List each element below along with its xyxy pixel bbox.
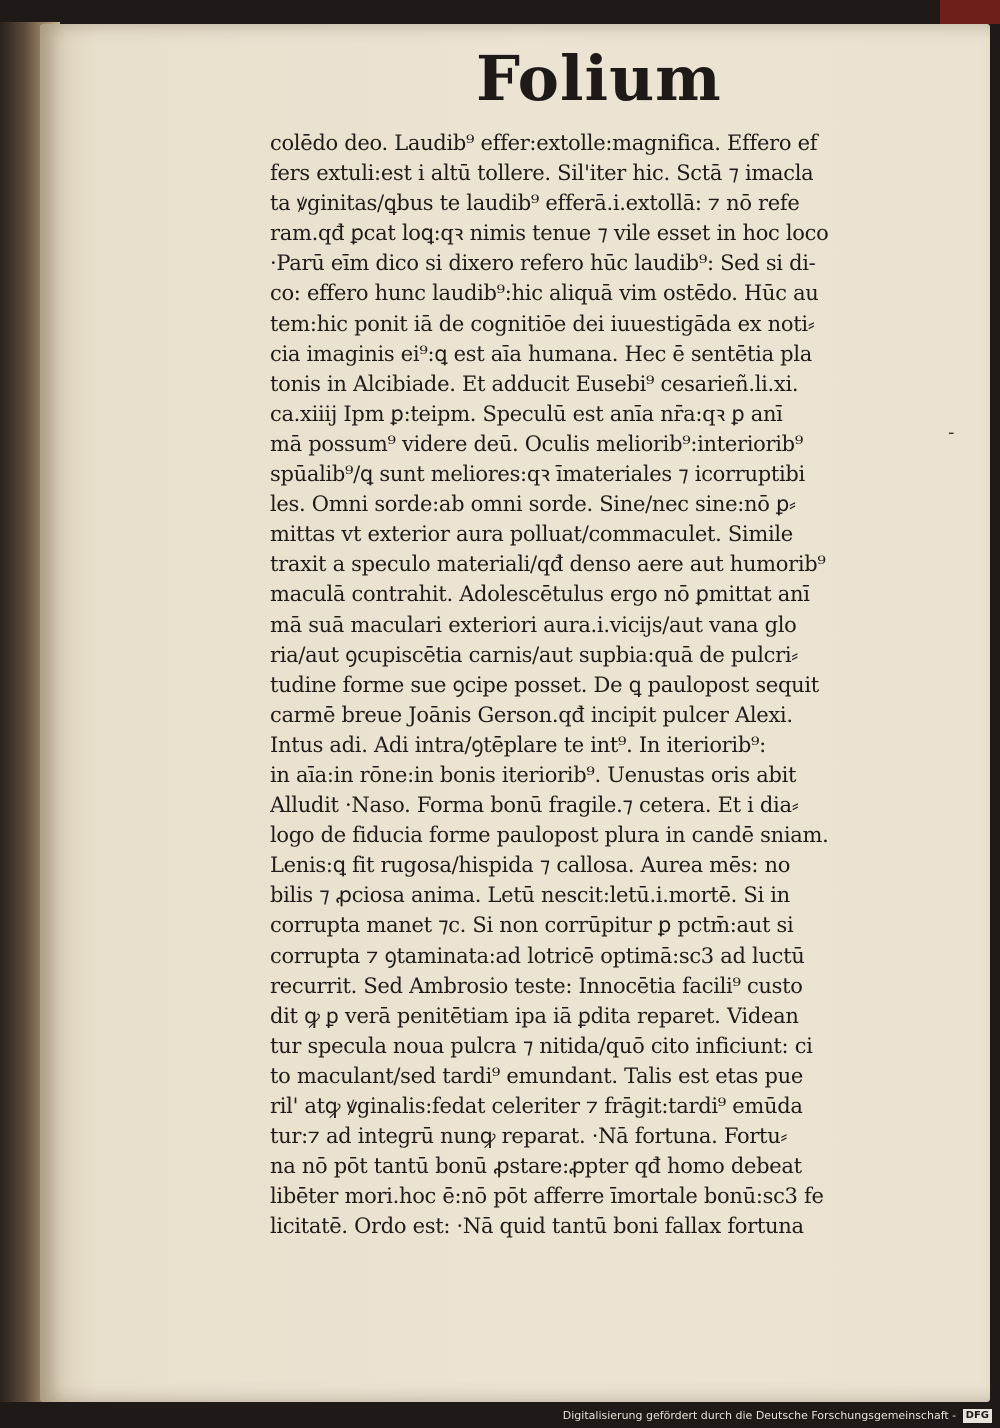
text-line: corrupta manet ⁊c. Si non corrūpitur ꝑ pctm̄:aut si: [270, 913, 794, 938]
text-line: recurrit. Sed Ambrosio teste: Innocētia facili⁹ custo: [270, 973, 803, 998]
text-line: Alludit ·Naso. Forma bonū fragile.⁊ cetera. Et i dia⸗: [270, 793, 799, 818]
text-line: fers extuli:est i altū tollere. Sil'iter hic. Sctā ⁊ imacla: [270, 161, 814, 186]
footer-credit: [563, 1408, 992, 1424]
text-line: carmē breue Joānis Gerson.qđ incipit pulcer Alexi.: [270, 702, 793, 727]
text-line: na nō pōt tantū bonū ꝓstare:ꝓpter qđ homo debeat: [270, 1154, 802, 1179]
text-block: [270, 128, 950, 1241]
text-line: maculā contrahit. Adolescētulus ergo nō ꝑmittat anī: [270, 582, 810, 607]
text-line: mā possum⁹ videre deū. Oculis meliorib⁹:interiorib⁹: [270, 431, 803, 456]
text-line: les. Omni sorde:ab omni sorde. Sine/nec sine:nō ꝑ⸗: [270, 492, 796, 517]
page-title: Folium: [476, 42, 722, 115]
text-line: Intus adi. Adi intra/ꝯtēplare te int⁹. In iteriorib⁹:: [270, 732, 766, 757]
text-line: bilis ⁊ ꝓciosa anima. Letū nescit:letū.i.mortē. Si in: [270, 883, 790, 908]
text-line: to maculant/sed tardi⁹ emundant. Talis est etas pue: [270, 1063, 804, 1088]
text-line: licitatē. Ordo est: ·Nā quid tantū boni fallax fortuna: [270, 1214, 804, 1239]
text-line: dit ꝙ ꝑ verā penitētiam ipa iā ꝑdita reparet. Videan: [270, 1003, 799, 1028]
text-line: logo de fiducia forme paulopost plura in candē sniam.: [270, 823, 829, 848]
dfg-logo: DFG: [963, 1409, 992, 1423]
text-line: spūalib⁹/ꝗ sunt meliores:qꝛ īmateriales ⁊ icorruptibi: [270, 462, 805, 487]
text-line: traxit a speculo materiali/qđ denso aere aut humorib⁹: [270, 552, 826, 577]
text-line: ·Parū eīm dico si dixero refero hūc laudib⁹: Sed si di-: [270, 251, 816, 276]
text-line: tur specula noua pulcra ⁊ nitida/quō cito inficiunt: ci: [270, 1033, 813, 1058]
book-cover-edge: [940, 0, 1000, 24]
text-line: tem:hic ponit iā de cognitiōe dei iuuestigāda ex noti⸗: [270, 311, 815, 336]
text-line: Lenis:ꝗ fit rugosa/hispida ⁊ callosa. Aurea mēs: no: [270, 853, 791, 878]
text-line: ria/aut ꝯcupiscētia carnis/aut supbia:quā de pulcri⸗: [270, 642, 798, 667]
text-line: ril' atꝙ ꝟginalis:fedat celeriter ⁊ frāgit:tardi⁹ emūda: [270, 1094, 803, 1118]
text-line: corrupta ⁊ ꝯtaminata:ad lotricē optimā:sc3 ad luctū: [270, 943, 805, 968]
text-line: in aīa:in rōne:in bonis iteriorib⁹. Uenustas oris abit: [270, 762, 797, 787]
text-line: mā suā maculari exteriori aura.i.vicijs/aut vana glo: [270, 612, 797, 637]
text-line: tudine forme sue ꝯcipe posset. De ꝗ paulopost sequit: [270, 672, 819, 697]
text-line: ca.xiiij Ipm ꝑ:teipm. Speculū est anīa nr̄a:qꝛ ꝑ anī: [270, 401, 783, 426]
text-line: tur:⁊ ad integrū nunꝙ reparat. ·Nā fortuna. Fortu⸗: [270, 1124, 788, 1149]
text-line: ta ꝟginitas/ꝗbus te laudib⁹ efferā.i.extollā: ⁊ nō refe: [270, 191, 800, 216]
text-line: libēter mori.hoc ē:nō pōt afferre īmortale bonū:sc3 fe: [270, 1184, 824, 1209]
footer-credit-text: Digitalisierung gefördert durch die Deutsche Forschungsgemeinschaft -: [562, 1409, 957, 1422]
text-line: co: effero hunc laudib⁹:hic aliquā vim ostēdo. Hūc au: [270, 281, 819, 306]
text-line: cia imaginis ei⁹:ꝗ est aīa humana. Hec ē sentētia pla: [270, 341, 812, 366]
text-line: ram.qđ ꝑcat loꝗ:qꝛ nimis tenue ⁊ vile esset in hoc loco: [270, 221, 829, 246]
text-line: mittas vt exterior aura polluat/commaculet. Simile: [270, 522, 793, 547]
text-line: colēdo deo. Laudib⁹ effer:extolle:magnifica. Effero ef: [270, 131, 818, 155]
margin-mark: -: [948, 422, 955, 443]
text-line: tonis in Alcibiade. Et adducit Eusebi⁹ cesarieñ.li.xi.: [270, 371, 799, 396]
